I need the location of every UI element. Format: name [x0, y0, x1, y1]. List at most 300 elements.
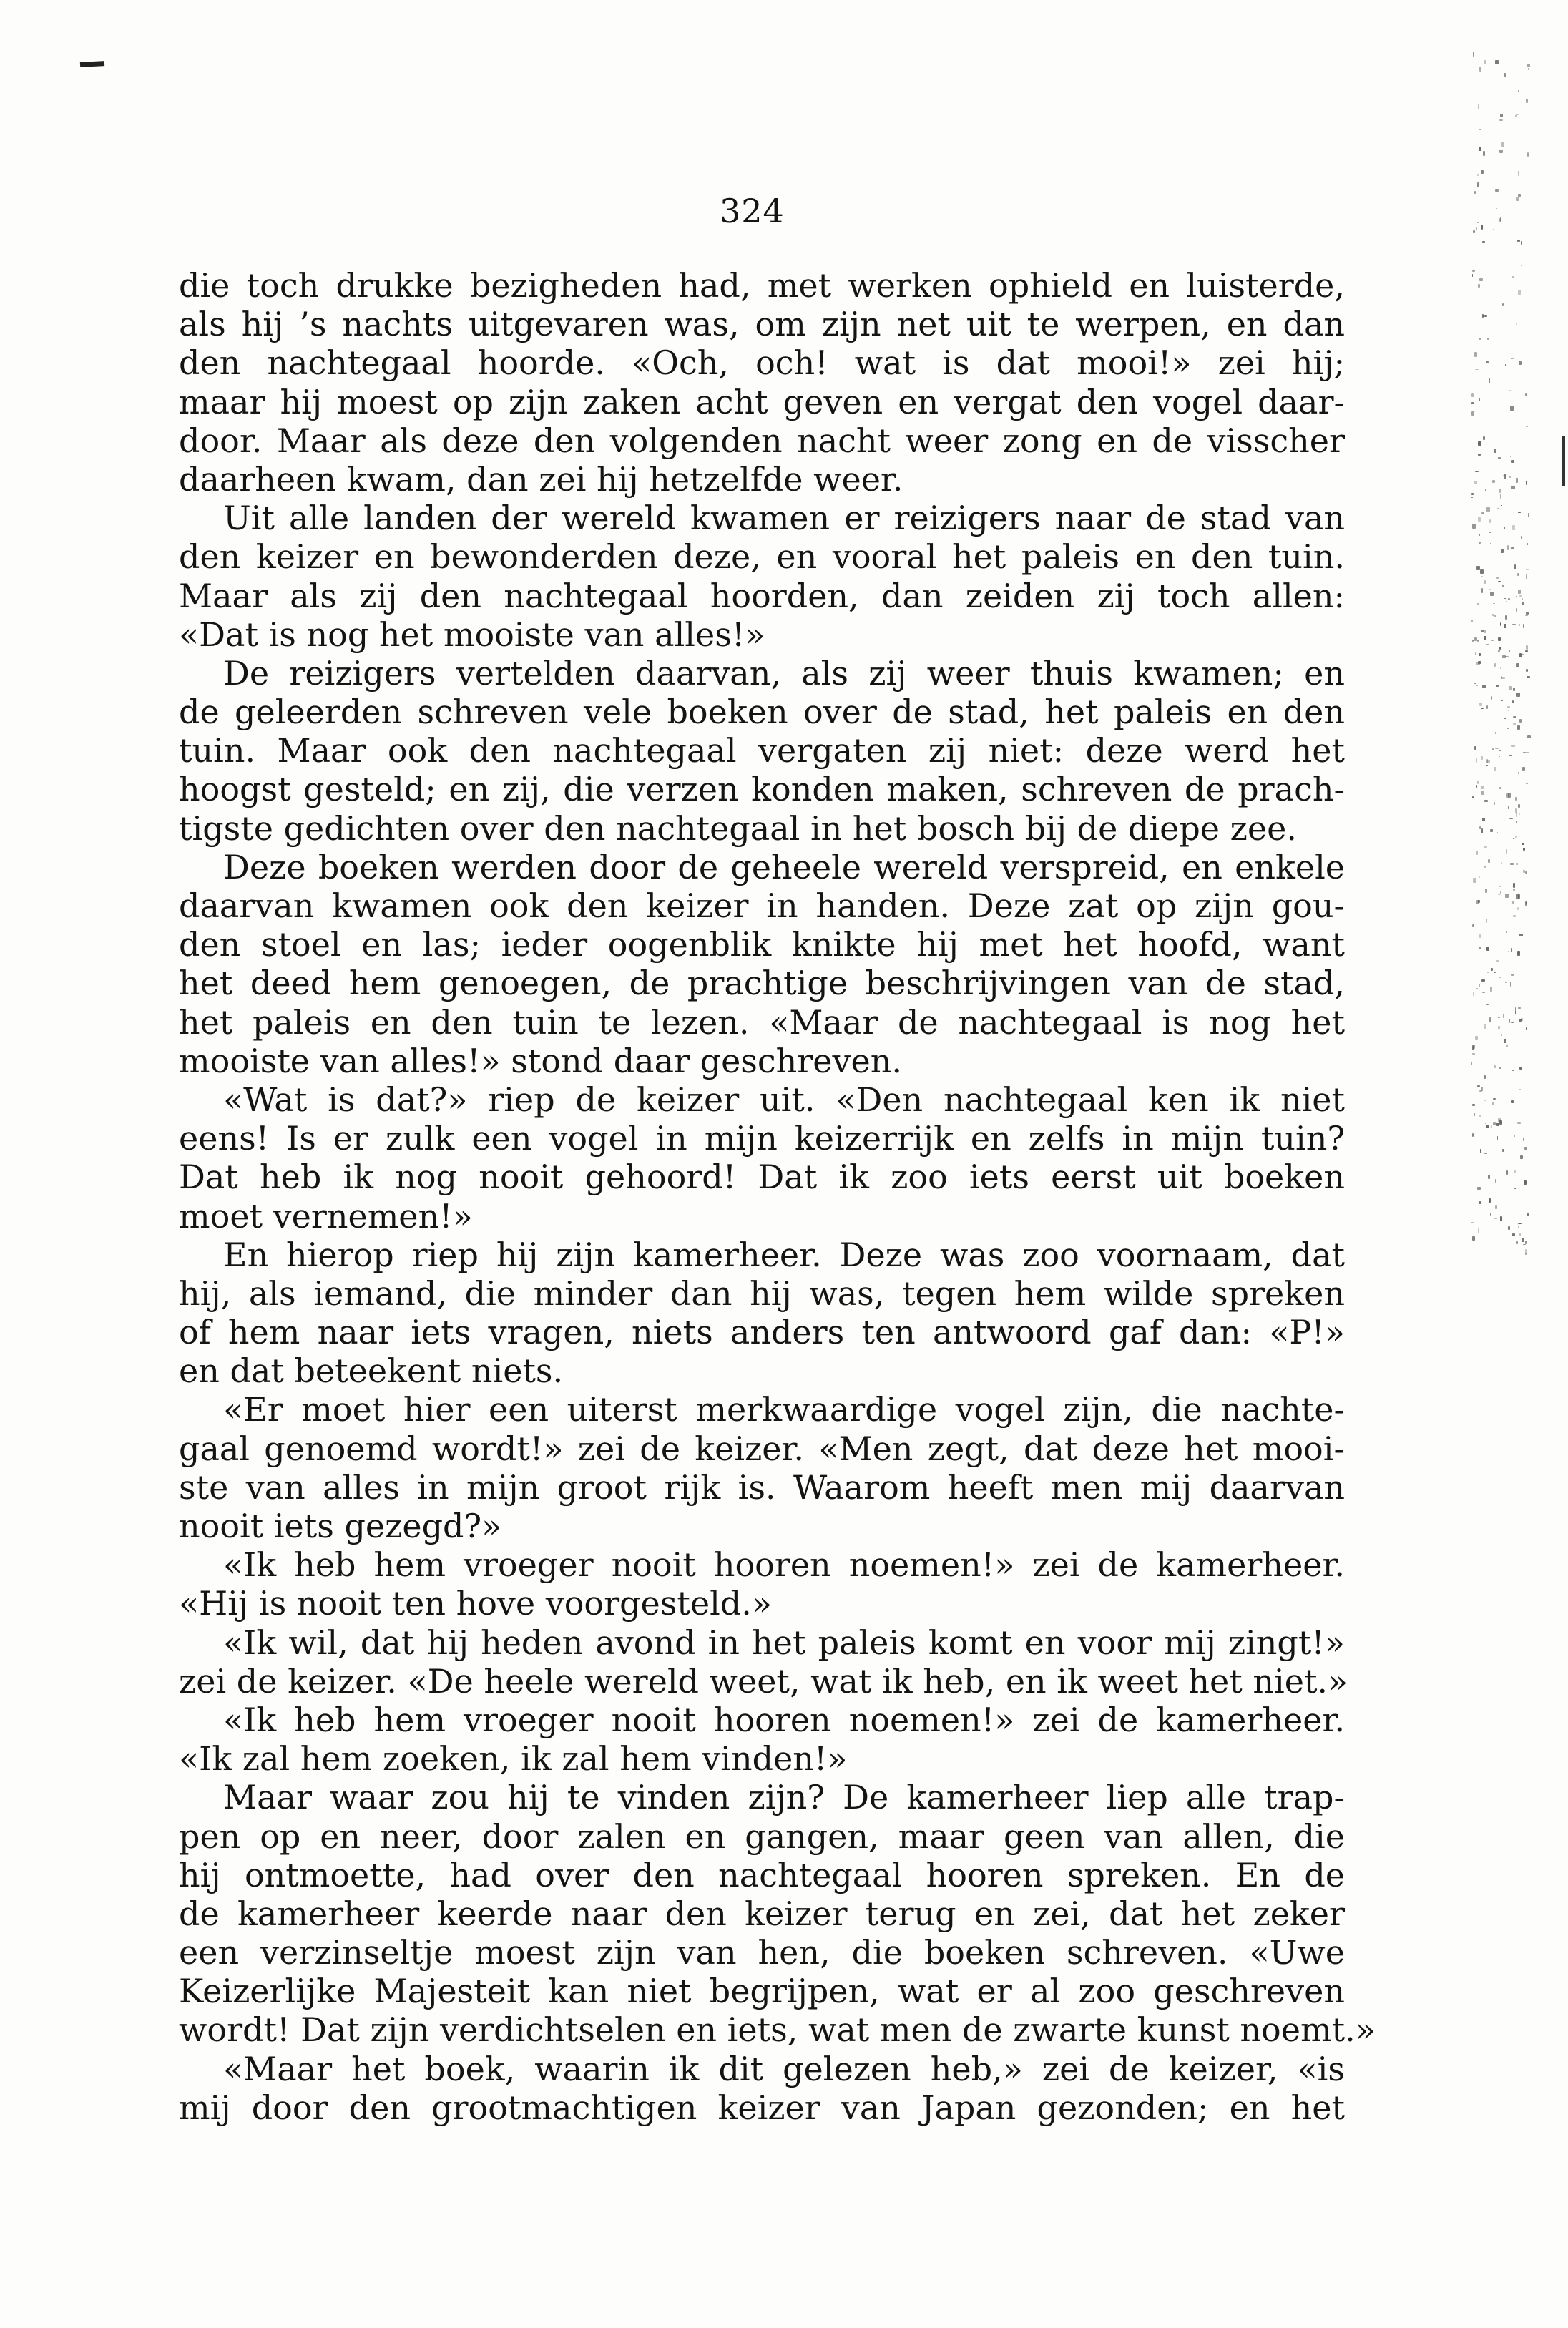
scan-speck	[1490, 987, 1492, 992]
scan-speck	[1484, 846, 1486, 848]
scan-speck	[1505, 982, 1507, 983]
scan-speck	[1499, 489, 1501, 493]
scan-speck	[1484, 1100, 1486, 1101]
scan-speck	[1516, 197, 1519, 201]
scan-speck	[1504, 624, 1507, 628]
scan-speck	[1522, 843, 1524, 845]
scan-speck	[1513, 716, 1516, 718]
scan-speck	[1486, 361, 1489, 363]
scan-speck	[1475, 1036, 1478, 1040]
scan-speck	[1512, 624, 1515, 625]
scan-speck	[1516, 812, 1517, 817]
text-line: die toch drukke bezigheden had, met werken ophield en luisterde,	[179, 266, 1345, 305]
scan-speck	[1486, 507, 1490, 511]
text-line: de geleerden schreven vele boeken over de stad, het paleis en den	[179, 693, 1345, 732]
scan-speck	[1501, 862, 1503, 864]
text-line: Maar waar zou hij te vinden zijn? De kamerheer liep alle trap-	[223, 1778, 1345, 1817]
scan-speck	[1494, 1065, 1496, 1069]
scan-speck	[1504, 73, 1505, 77]
scan-speck	[1498, 650, 1500, 652]
scan-speck	[1512, 1233, 1516, 1236]
scan-speck	[1493, 1122, 1496, 1126]
scan-speck	[1495, 189, 1499, 192]
scan-speck	[1518, 590, 1522, 594]
scan-speck	[1520, 1155, 1524, 1159]
scan-speck	[1506, 1045, 1508, 1047]
scan-speck	[1476, 1130, 1477, 1133]
scan-speck	[1490, 543, 1491, 544]
text-line: het paleis en den tuin te lezen. «Maar de nachtegaal is nog het	[179, 1002, 1345, 1042]
scan-speck	[1488, 1175, 1490, 1179]
scan-speck	[1498, 1026, 1500, 1029]
scan-speck	[1511, 460, 1514, 463]
scan-speck	[1506, 1170, 1508, 1175]
scan-speck	[1503, 1014, 1504, 1018]
scan-speck	[1496, 208, 1497, 209]
margin-mark	[1562, 436, 1565, 486]
scan-speck	[1505, 894, 1508, 898]
text-line: gaal genoemd wordt!» zei de keizer. «Men zegt, dat deze het mooi-	[179, 1429, 1345, 1468]
scan-speck	[1499, 218, 1500, 222]
scan-speck	[1512, 700, 1514, 703]
scan-speck	[1474, 683, 1477, 684]
page-number: 324	[720, 192, 785, 230]
scan-speck	[1513, 915, 1516, 917]
scan-speck	[1518, 894, 1519, 898]
scan-speck	[1513, 883, 1515, 888]
scan-speck	[1522, 767, 1525, 770]
scan-speck	[1514, 1188, 1516, 1189]
scan-speck	[1474, 637, 1477, 641]
scan-speck	[1526, 612, 1528, 615]
text-line: mij door den grootmachtigen keizer van Japan gezonden; en het	[179, 2088, 1345, 2127]
scan-speck	[1472, 1045, 1474, 1050]
scan-speck	[1496, 577, 1499, 579]
scan-speck	[1523, 870, 1524, 873]
scan-speck	[1478, 104, 1479, 109]
scan-speck	[1479, 534, 1480, 537]
text-line: «Er moet hier een uiterst merkwaardige vogel zijn, die nachte-	[223, 1390, 1345, 1429]
scan-speck	[1471, 497, 1472, 498]
scan-speck	[1484, 630, 1486, 633]
scan-speck	[1479, 129, 1481, 130]
scan-speck	[1482, 685, 1486, 688]
text-line: eens! Is er zulk een vogel in mijn keizerrijk en zelfs in mijn tuin?	[179, 1119, 1345, 1158]
scan-speck	[1472, 924, 1474, 927]
scan-speck	[1479, 1201, 1481, 1204]
scan-speck	[1499, 647, 1501, 650]
text-line: Keizerlijke Majesteit kan niet begrijpen, wat er al zoo geschreven	[179, 1972, 1345, 2011]
scan-speck	[1486, 1125, 1489, 1128]
text-line: daarheen kwam, dan zei hij hetzelfde weer.	[179, 459, 903, 499]
scan-speck	[1492, 614, 1494, 616]
scan-speck	[1485, 889, 1486, 893]
scan-speck	[1522, 602, 1524, 605]
scan-speck	[1513, 838, 1514, 839]
scan-speck	[1522, 1238, 1525, 1242]
scan-speck	[1473, 878, 1476, 883]
text-line: En hierop riep hij zijn kamerheer. Deze was zoo voornaam, dat	[223, 1235, 1345, 1274]
scan-speck	[1475, 369, 1479, 370]
scan-speck	[1528, 513, 1529, 517]
scan-speck	[1486, 1004, 1489, 1005]
scan-speck	[1500, 667, 1501, 668]
scan-speck	[1472, 796, 1474, 798]
scan-speck	[1504, 52, 1506, 53]
scan-speck	[1493, 229, 1494, 230]
scan-speck	[1474, 191, 1476, 194]
scan-speck	[1516, 1241, 1518, 1245]
text-line: pen op en neer, door zalen en gangen, maar geen van allen, die	[179, 1816, 1345, 1856]
text-line: en dat beteekent niets.	[179, 1351, 564, 1391]
scan-speck	[1504, 598, 1506, 600]
scan-speck	[1486, 919, 1487, 924]
scan-speck	[1501, 700, 1503, 701]
scan-speck	[1517, 240, 1520, 243]
scan-speck	[1472, 640, 1474, 641]
text-line: «Ik zal hem zoeken, ik zal hem vinden!»	[179, 1739, 848, 1779]
scan-speck	[1526, 752, 1529, 753]
scan-speck	[1494, 663, 1496, 667]
scan-speck	[1525, 650, 1529, 652]
scan-speck	[1503, 475, 1506, 476]
scan-speck	[1472, 1236, 1475, 1241]
scan-speck	[1486, 765, 1488, 767]
text-line: het deed hem genoegen, de prachtige beschrijvingen van de stad,	[179, 964, 1345, 1003]
scan-speck	[1519, 1067, 1522, 1070]
scan-speck	[1511, 1100, 1514, 1104]
scan-speck	[1489, 378, 1491, 383]
text-line: «Ik heb hem vroeger nooit hooren noemen!» zei de kamerheer.	[223, 1700, 1345, 1739]
scan-speck	[1521, 1018, 1523, 1021]
text-line: Deze boeken werden door de geheele wereld verspreid, en enkele	[223, 847, 1345, 886]
scan-speck	[1516, 663, 1519, 667]
scan-speck	[1504, 1039, 1506, 1043]
scan-speck	[1473, 992, 1474, 996]
scan-speck	[1521, 241, 1522, 245]
scan-speck	[1502, 585, 1504, 587]
scan-speck	[1479, 984, 1481, 988]
scan-speck	[1498, 1017, 1500, 1018]
scan-speck	[1526, 99, 1528, 103]
scan-speck	[1516, 863, 1518, 865]
scan-speck	[1521, 536, 1522, 539]
scan-speck	[1481, 225, 1483, 230]
scan-speck	[1526, 1027, 1527, 1030]
scan-speck	[1527, 676, 1529, 678]
scan-speck	[1526, 569, 1529, 570]
scan-speck	[1504, 527, 1505, 529]
scan-speck	[1480, 1149, 1481, 1153]
scan-speck	[1509, 818, 1513, 819]
scan-speck	[1518, 512, 1521, 514]
text-line: de kamerheer keerde naar den keizer terug en zei, dat het zeker	[179, 1894, 1345, 1933]
scan-speck	[1486, 705, 1487, 710]
scan-speck	[1479, 67, 1481, 72]
scan-speck	[1499, 750, 1501, 751]
scan-speck	[1525, 871, 1527, 874]
text-line: daarvan kwamen ook den keizer in handen. Deze zat op zijn gou-	[179, 886, 1345, 925]
scan-speck	[1522, 598, 1523, 600]
scan-speck	[1494, 615, 1495, 617]
scan-speck	[1516, 478, 1518, 482]
scan-speck	[1509, 686, 1512, 690]
scan-speck	[1477, 1085, 1481, 1087]
scan-speck	[1512, 525, 1515, 530]
scan-speck	[1478, 517, 1481, 522]
scan-speck	[1519, 719, 1522, 723]
scan-speck	[1500, 114, 1502, 117]
text-line: Uit alle landen der wereld kwamen er reizigers naar de stad van	[223, 499, 1345, 538]
scan-speck	[1481, 791, 1485, 795]
scan-speck	[1495, 60, 1498, 64]
scan-speck	[1527, 735, 1531, 738]
scan-speck	[1509, 755, 1512, 757]
text-line: «Hij is nooit ten hove voorgesteld.»	[179, 1584, 773, 1623]
text-line: zei de keizer. «De heele wereld weet, wat ik heb, en ik weet het niet.»	[179, 1661, 1348, 1701]
scan-speck	[1494, 1218, 1496, 1219]
scan-speck	[1526, 645, 1528, 650]
scan-speck	[1495, 1205, 1497, 1209]
scan-speck	[1497, 832, 1499, 833]
scan-speck	[1477, 1187, 1481, 1190]
scan-speck	[1471, 493, 1474, 495]
scan-speck	[1492, 480, 1495, 483]
scan-speck	[1511, 358, 1514, 359]
scan-speck	[1506, 601, 1507, 602]
scan-speck	[1523, 1244, 1526, 1245]
scan-speck	[1528, 68, 1529, 70]
scan-speck	[1525, 1253, 1527, 1255]
scan-speck	[1517, 573, 1519, 576]
scan-speck	[1481, 630, 1484, 633]
scan-speck	[1505, 364, 1506, 366]
text-line: «Ik wil, dat hij heden avond in het paleis komt en voor mij zingt!»	[223, 1623, 1345, 1662]
scan-speck	[1498, 457, 1501, 459]
scan-speck	[1508, 1226, 1510, 1231]
scan-speck	[1512, 1070, 1514, 1071]
scan-speck	[1471, 1222, 1474, 1223]
scan-speck	[1471, 402, 1474, 404]
scan-speck	[1484, 60, 1486, 64]
text-line: een verzinseltje moest zijn van hen, die boeken schreven. «Uwe	[179, 1933, 1345, 1972]
scan-speck	[1479, 1115, 1481, 1117]
scan-speck	[1479, 1209, 1480, 1211]
scan-speck	[1494, 767, 1496, 771]
scan-speck	[1488, 859, 1490, 863]
scan-speck	[1484, 1024, 1486, 1029]
scan-speck	[1523, 752, 1526, 753]
scan-speck	[1477, 182, 1479, 187]
scan-speck	[1525, 615, 1528, 616]
scan-speck	[1474, 352, 1477, 357]
scan-speck	[1511, 948, 1512, 952]
scan-speck	[1472, 1133, 1474, 1137]
scan-speck	[1479, 876, 1480, 878]
scan-speck	[1515, 1011, 1516, 1014]
scan-speck	[1495, 748, 1499, 749]
scan-speck	[1519, 653, 1521, 658]
scan-speck	[1517, 1122, 1520, 1124]
scan-speck	[1509, 1019, 1510, 1023]
scan-speck	[1513, 889, 1515, 890]
scan-speck	[1504, 1221, 1505, 1222]
scan-speck	[1518, 290, 1520, 295]
scan-speck	[1497, 1136, 1498, 1140]
scan-speck	[1515, 797, 1517, 801]
text-line: ste van alles in mijn groot rijk is. Waarom heeft men mij daarvan	[179, 1467, 1345, 1507]
text-line: moet vernemen!»	[179, 1196, 473, 1236]
scan-speck	[1518, 772, 1519, 774]
scan-speck	[1511, 974, 1514, 976]
scan-speck	[1476, 851, 1478, 855]
text-line: maar hij moest op zijn zaken acht geven en vergat den vogel daar-	[179, 382, 1345, 421]
scan-speck	[1506, 849, 1507, 854]
body-text	[179, 266, 1376, 2127]
scan-speck	[1507, 706, 1510, 709]
scan-speck	[1525, 393, 1527, 396]
scan-speck	[1484, 315, 1487, 317]
scan-speck	[1481, 512, 1484, 514]
scan-speck	[1480, 569, 1484, 574]
scan-speck	[1482, 314, 1484, 317]
scan-speck	[1501, 549, 1504, 553]
text-line: «Ik heb hem vroeger nooit hooren noemen!» zei de kamerheer.	[223, 1545, 1345, 1585]
text-line: «Dat is nog het mooiste van alles!»	[179, 615, 765, 654]
scan-speck	[1489, 589, 1491, 590]
scan-speck	[1478, 284, 1480, 288]
scan-speck	[1484, 636, 1486, 639]
scan-speck	[1524, 1180, 1527, 1185]
scan-speck	[1516, 608, 1517, 612]
scan-speck	[1516, 821, 1517, 823]
scan-speck	[1518, 1007, 1522, 1009]
scan-speck	[1490, 1213, 1491, 1216]
scan-speck	[1491, 740, 1494, 741]
scan-speck	[1526, 574, 1527, 579]
scan-speck	[1511, 745, 1515, 748]
scan-edge-noise	[1456, 43, 1535, 1273]
scan-speck	[1478, 1228, 1479, 1233]
scan-speck	[1495, 1179, 1496, 1183]
text-line: den keizer en bewonderden deze, en vooral het paleis en den tuin.	[179, 537, 1345, 577]
scan-speck	[1486, 947, 1489, 951]
scan-speck	[1519, 595, 1522, 597]
scan-speck	[1481, 979, 1485, 981]
scan-speck	[1479, 934, 1481, 938]
scan-speck	[1481, 828, 1483, 833]
scan-speck	[1496, 685, 1499, 688]
scan-speck	[1526, 669, 1529, 672]
scan-speck	[1484, 1153, 1487, 1154]
scan-speck	[1490, 829, 1494, 831]
scan-speck	[1484, 580, 1485, 584]
scan-speck	[1518, 194, 1521, 197]
scan-speck	[1484, 866, 1486, 868]
scan-speck	[1472, 270, 1474, 273]
scan-speck	[1501, 677, 1504, 679]
scan-speck	[1510, 406, 1514, 410]
scan-speck	[1493, 603, 1495, 605]
scan-speck	[1524, 1147, 1527, 1149]
scan-speck	[1517, 951, 1520, 956]
scan-speck	[1517, 907, 1519, 910]
scan-speck	[1479, 947, 1481, 949]
scan-speck	[1508, 598, 1510, 600]
scan-speck	[1507, 545, 1509, 550]
scan-speck	[1481, 1087, 1483, 1091]
scan-speck	[1514, 1170, 1516, 1173]
scan-speck	[1518, 90, 1519, 92]
scan-speck	[1471, 620, 1473, 622]
scan-speck	[1471, 411, 1474, 416]
scan-speck	[1508, 710, 1509, 711]
scan-speck	[1474, 1113, 1475, 1115]
scan-speck	[1522, 654, 1524, 655]
scan-speck	[1481, 576, 1483, 577]
scan-speck	[1477, 603, 1479, 606]
scan-speck	[1498, 581, 1501, 583]
scan-speck	[1500, 217, 1501, 222]
scan-speck	[1479, 278, 1482, 281]
scan-speck	[1485, 489, 1487, 491]
text-line: hij, als iemand, die minder dan hij was, tegen hem wilde spreken	[179, 1273, 1345, 1313]
scan-speck	[1504, 718, 1506, 719]
scan-speck	[1509, 476, 1511, 478]
scan-speck	[1500, 622, 1501, 626]
scan-speck	[1489, 1017, 1491, 1022]
scan-speck	[1501, 505, 1502, 506]
scan-speck	[1509, 611, 1510, 615]
scan-speck	[1496, 1123, 1499, 1127]
scan-speck	[1481, 708, 1484, 709]
scan-speck	[1490, 592, 1494, 595]
scan-speck	[1502, 1149, 1504, 1152]
scan-speck	[1519, 1089, 1521, 1090]
scan-speck	[1515, 836, 1518, 838]
text-line: hoogst gesteld; en zij, die verzen konden maken, schreven de prach-	[179, 770, 1345, 809]
scan-speck	[1510, 863, 1514, 865]
scan-speck	[1498, 637, 1501, 641]
text-line: hij ontmoette, had over den nachtegaal hooren spreken. En de	[179, 1855, 1345, 1894]
scan-speck	[1494, 972, 1496, 973]
text-line: mooiste van alles!» stond daar geschreven.	[179, 1041, 902, 1080]
scan-speck	[1499, 150, 1503, 153]
text-line: den nachtegaal hoorde. «Och, och! wat is dat mooi!» zei hij;	[179, 343, 1345, 383]
scan-speck	[1476, 685, 1477, 686]
scan-speck	[1514, 1130, 1515, 1131]
scan-speck	[1491, 640, 1494, 641]
text-line: tigste gedichten over den nachtegaal in het bosch bij de diepe zee.	[179, 808, 1297, 848]
scan-speck	[1489, 1198, 1490, 1203]
scan-speck	[1524, 258, 1528, 259]
scan-speck	[1484, 1075, 1486, 1079]
scan-speck	[1509, 390, 1512, 392]
scan-speck	[1499, 787, 1502, 789]
scan-speck	[1505, 615, 1507, 620]
scan-speck	[1512, 901, 1514, 904]
text-line: wordt! Dat zijn verdichtselen en iets, wat men de zwarte kunst noemt.»	[179, 2010, 1376, 2050]
scan-speck	[1513, 688, 1516, 692]
scan-speck	[1481, 588, 1483, 592]
scan-speck	[1482, 241, 1485, 243]
scan-speck	[1516, 323, 1517, 325]
scan-speck	[1496, 960, 1499, 963]
scan-speck	[1472, 1053, 1474, 1055]
scan-speck	[1523, 1138, 1524, 1141]
scan-speck	[1512, 276, 1514, 278]
scan-speck	[1510, 982, 1511, 986]
